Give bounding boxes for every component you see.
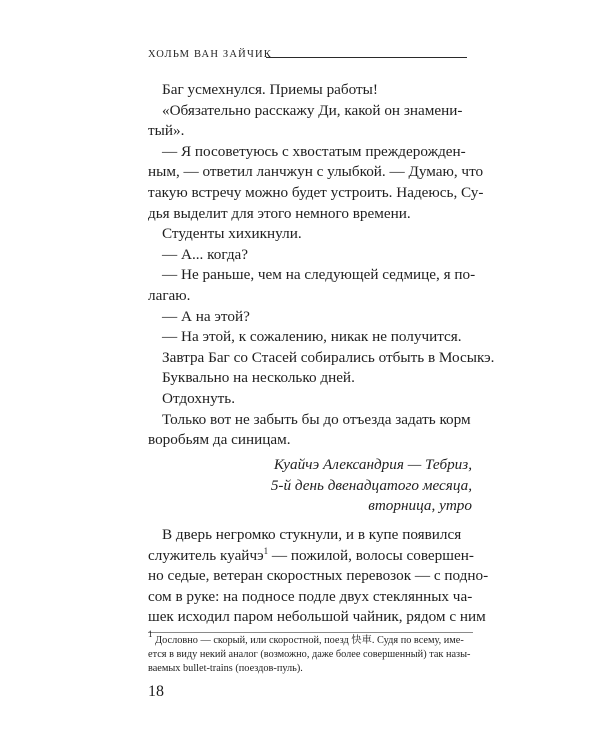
footnote-rule	[148, 632, 473, 633]
footnote-marker: 1	[148, 629, 153, 639]
page-number: 18	[148, 683, 164, 700]
text-line: тый».	[148, 122, 185, 140]
footnote	[148, 629, 478, 677]
epigraph-line: Куайчэ Александрия — Тебриз,	[273, 456, 472, 473]
text-line: шек исходил паром небольшой чайник, рядом с ним	[148, 608, 486, 626]
text-line: В дверь негромко стукнули, и в купе появился	[162, 526, 462, 543]
footnote-line: ется в виду некий аналог (возможно, даже более совершенный) так назы-	[148, 649, 471, 661]
text-line: Буквально на несколько дней.	[162, 369, 355, 387]
text-fragment: служитель куайчэ	[148, 546, 264, 564]
text-line: Отдохнуть.	[162, 389, 236, 407]
footnote-text: Дословно — скорый, или скоростной, поезд 快車. Судя по всему, име-	[152, 635, 464, 646]
epigraph-line: 5-й день двенадцатого месяца,	[270, 476, 472, 494]
text-line: такую встречу можно будет устроить. Надеюсь, Су-	[148, 183, 484, 201]
text-line: дья выделит для этого немного времени.	[148, 204, 411, 222]
text-line: Только вот не забыть бы до отъезда задать корм	[162, 410, 471, 428]
footnote-reference[interactable]: 1	[263, 545, 269, 556]
text-line: — А... когда?	[162, 245, 249, 263]
header-rule	[266, 57, 467, 58]
text-line: сом в руке: на подносе подле двух стеклянных ча-	[148, 587, 473, 605]
text-line: Баг усмехнулся. Приемы работы!	[162, 81, 378, 98]
epigraph-line: вторница, утро	[368, 497, 472, 515]
text-line: — На этой, к сожалению, никак не получится.	[162, 328, 462, 346]
text-line: но седые, ветеран скоростных перевозок — с подно-	[148, 567, 489, 585]
footnote-line: ваемых bullet-trains (поездов-пуль).	[148, 663, 303, 675]
text-line: «Обязательно расскажу Ди, какой он знамени-	[162, 101, 463, 119]
text-fragment: — пожилой, волосы совершен-	[268, 546, 474, 564]
running-head: ХОЛЬМ ВАН ЗАЙЧИК	[148, 49, 272, 60]
epigraph	[150, 455, 472, 517]
text-block-1	[148, 80, 495, 451]
text-line: воробьям да синицам.	[148, 431, 291, 449]
footnote-line	[148, 629, 478, 648]
text-line: — А на этой?	[162, 307, 250, 325]
text-line: лагаю.	[148, 286, 191, 304]
text-block-2	[148, 525, 489, 628]
text-line: — Не раньше, чем на следующей седмице, я по-	[162, 266, 476, 284]
text-line: — Я посоветуюсь с хвостатым преждерожден-	[162, 142, 466, 160]
text-line	[148, 546, 473, 567]
text-line: Студенты хихикнули.	[162, 225, 302, 243]
text-line: Завтра Баг со Стасей собирались отбыть в Мосыкэ.	[162, 348, 495, 366]
text-line: ным, — ответил ланчжун с улыбкой. — Думаю, что	[148, 163, 484, 181]
